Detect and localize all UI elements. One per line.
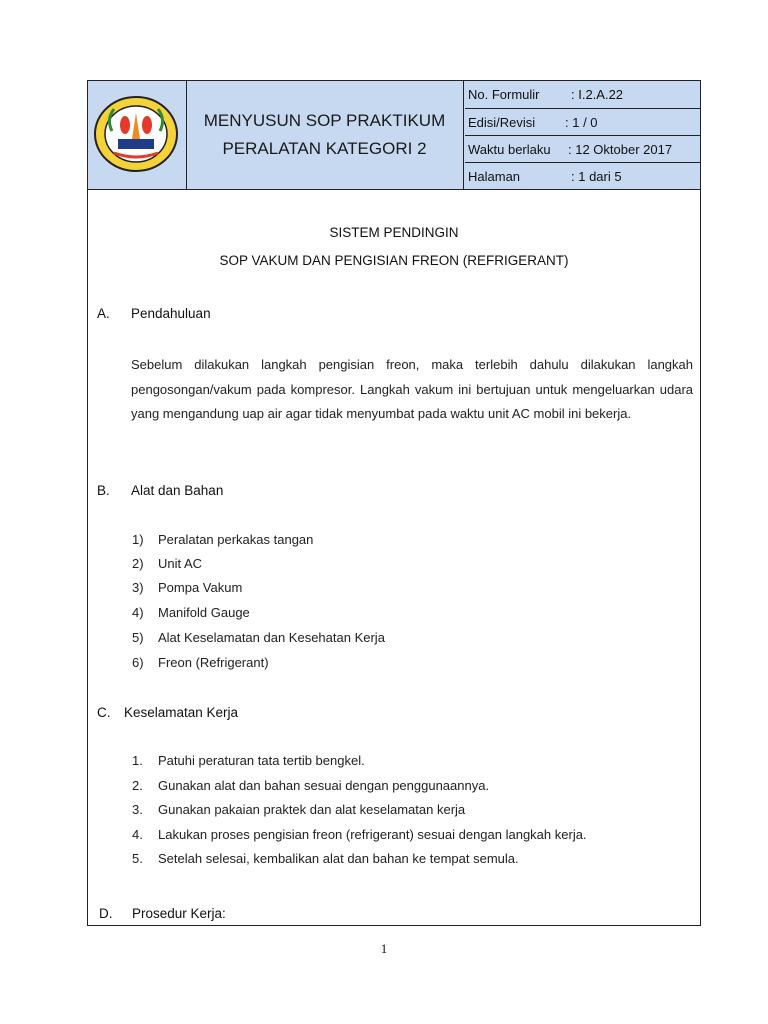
- section-a-paragraph: Sebelum dilakukan langkah pengisian freon, maka terlebih dahulu dilakukan langkah pengosongan/vakum pada kompresor. Langkah vakum ini bertujuan untuk mengeluarkan udara yang mengandung uap air agar tidak menyumbat pada waktu unit AC mobil ini bekerja.: [131, 357, 693, 421]
- list-item-number: 1): [132, 532, 144, 547]
- list-item-number: 3): [132, 580, 144, 595]
- document-frame: [87, 80, 701, 926]
- meta-label: Edisi/Revisi: [468, 115, 536, 130]
- meta-value: : 1 / 0: [565, 115, 598, 130]
- list-item-text: Freon (Refrigerant): [158, 655, 269, 670]
- list-item-text: Gunakan pakaian praktek dan alat keselamatan kerja: [158, 802, 466, 817]
- list-item-text: Peralatan perkakas tangan: [158, 532, 314, 547]
- meta-row-halaman: [465, 162, 700, 189]
- document-title: SISTEM PENDINGIN: [329, 225, 459, 240]
- list-item: [132, 605, 250, 620]
- logo-cell: [88, 81, 187, 189]
- list-item: [132, 630, 385, 645]
- list-item: [132, 802, 465, 817]
- section-d-letter: D.: [99, 906, 113, 921]
- form-header: [88, 81, 700, 190]
- list-item-text: Setelah selesai, kembalikan alat dan bahan ke tempat semula.: [158, 851, 519, 866]
- list-item: [132, 556, 202, 571]
- meta-row-edisi-revisi: [465, 108, 700, 135]
- document-subtitle: SOP VAKUM DAN PENGISIAN FREON (REFRIGERANT): [219, 253, 569, 268]
- form-meta-table: [465, 81, 700, 189]
- list-item: [132, 753, 365, 768]
- list-item: [132, 580, 242, 595]
- list-item-number: 5): [132, 630, 144, 645]
- section-a-title: Pendahuluan: [131, 306, 211, 321]
- list-item: [132, 655, 269, 670]
- form-title-line-1: MENYUSUN SOP PRAKTIKUM: [203, 111, 446, 130]
- form-title-line-2: PERALATAN KATEGORI 2: [222, 139, 427, 158]
- list-item-number: 1.: [132, 753, 143, 768]
- meta-row-waktu-berlaku: [465, 135, 700, 162]
- list-item-text: Pompa Vakum: [158, 580, 243, 595]
- list-item-number: 2): [132, 556, 144, 571]
- list-item: [132, 827, 587, 842]
- list-item: [132, 851, 519, 866]
- list-item-number: 4): [132, 605, 144, 620]
- meta-label: Waktu berlaku: [468, 142, 551, 157]
- list-item-text: Alat Keselamatan dan Kesehatan Kerja: [158, 630, 385, 645]
- list-item-number: 3.: [132, 802, 143, 817]
- section-c-letter: C.: [97, 705, 111, 720]
- section-b-letter: B.: [97, 483, 110, 498]
- list-item-text: Gunakan alat dan bahan sesuai dengan penggunaannya.: [158, 778, 490, 793]
- section-c-title: Keselamatan Kerja: [124, 705, 239, 720]
- meta-label: No. Formulir: [468, 87, 540, 102]
- list-item-number: 2.: [132, 778, 143, 793]
- list-item-number: 4.: [132, 827, 143, 842]
- meta-value: : I.2.A.22: [571, 87, 624, 102]
- meta-value: : 12 Oktober 2017: [568, 142, 673, 157]
- list-item: [132, 778, 489, 793]
- list-item-text: Manifold Gauge: [158, 605, 250, 620]
- meta-label: Halaman: [468, 169, 521, 184]
- list-item-text: Patuhi peraturan tata tertib bengkel.: [158, 753, 365, 768]
- meta-value: : 1 dari 5: [571, 169, 622, 184]
- section-a-letter: A.: [97, 306, 110, 321]
- page-number: 1: [380, 941, 388, 956]
- list-item-text: Lakukan proses pengisian freon (refrigerant) sesuai dengan langkah kerja.: [158, 827, 587, 842]
- institution-logo-icon: [92, 95, 180, 173]
- list-item-number: 5.: [132, 851, 143, 866]
- section-b-title: Alat dan Bahan: [131, 483, 224, 498]
- list-item: [132, 532, 313, 547]
- section-d-title: Prosedur Kerja:: [132, 906, 226, 921]
- list-item-text: Unit AC: [158, 556, 203, 571]
- list-item-number: 6): [132, 655, 144, 670]
- meta-row-no-formulir: [465, 81, 700, 108]
- form-title: [186, 81, 464, 189]
